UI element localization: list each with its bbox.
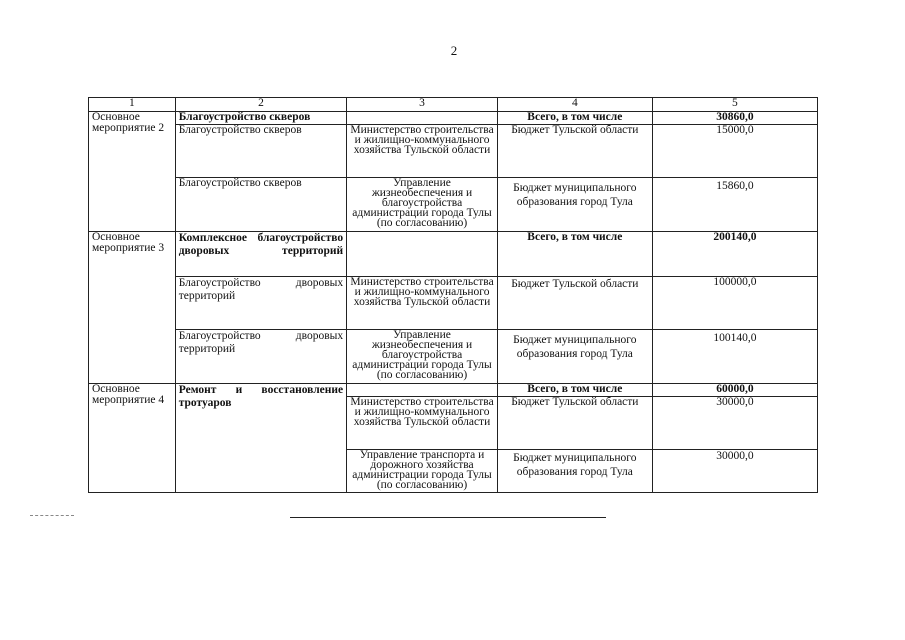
footer-separator-line — [290, 517, 606, 518]
executor: Министерство строительства и жилищно-коммунального хозяйства Тульской области — [347, 277, 498, 330]
header-row — [89, 98, 818, 112]
amount: 100140,0 — [652, 330, 817, 384]
header-cell-1: 1 — [89, 98, 176, 112]
table-row — [89, 277, 818, 330]
executor: Управление жизнеобеспечения и благоустройства администрации города Тулы (по согласованию) — [347, 178, 498, 232]
header-cell-3: 3 — [347, 98, 498, 112]
executor-cell-empty — [347, 112, 498, 125]
header-cell-5: 5 — [652, 98, 817, 112]
funding-source: Бюджет муниципального образования город Тула — [497, 178, 652, 232]
total-label: Всего, в том числе — [497, 112, 652, 125]
funding-source: Бюджет Тульской области — [497, 277, 652, 330]
event-label: Основное мероприятие 2 — [89, 112, 176, 232]
funding-source: Бюджет Тульской области — [497, 397, 652, 450]
table-row — [89, 125, 818, 178]
table-row — [89, 178, 818, 232]
executor-cell-empty — [347, 232, 498, 277]
amount: 100000,0 — [652, 277, 817, 330]
measure-name: Благоустройство дворовых территорий — [175, 277, 346, 330]
event-title: Ремонт и восстановление тротуаров — [175, 384, 346, 493]
amount: 30000,0 — [652, 397, 817, 450]
executor-cell-empty — [347, 384, 498, 397]
total-value: 60000,0 — [652, 384, 817, 397]
executor: Министерство строительства и жилищно-коммунального хозяйства Тульской области — [347, 125, 498, 178]
amount: 30000,0 — [652, 450, 817, 493]
executor: Управление жизнеобеспечения и благоустройства администрации города Тулы (по согласованию) — [347, 330, 498, 384]
event-label: Основное мероприятие 4 — [89, 384, 176, 493]
measure-name: Благоустройство дворовых территорий — [175, 330, 346, 384]
executor: Министерство строительства и жилищно-коммунального хозяйства Тульской области — [347, 397, 498, 450]
measure-name: Благоустройство скверов — [175, 178, 346, 232]
page-number: 2 — [450, 43, 458, 58]
total-label: Всего, в том числе — [497, 232, 652, 277]
left-margin-dash — [30, 515, 74, 516]
event-title: Комплексное благоустройство дворовых территорий — [175, 232, 346, 277]
measure-name: Благоустройство скверов — [175, 125, 346, 178]
event-title: Благоустройство скверов — [175, 112, 346, 125]
funding-source: Бюджет Тульской области — [497, 125, 652, 178]
funding-source: Бюджет муниципального образования город Тула — [497, 330, 652, 384]
executor: Управление транспорта и дорожного хозяйства администрации города Тулы (по согласованию) — [347, 450, 498, 493]
group-total-row — [89, 232, 818, 277]
budget-table — [88, 97, 818, 493]
table-row — [89, 330, 818, 384]
header-cell-4: 4 — [497, 98, 652, 112]
total-value: 30860,0 — [652, 112, 817, 125]
amount: 15000,0 — [652, 125, 817, 178]
header-cell-2: 2 — [175, 98, 346, 112]
total-value: 200140,0 — [652, 232, 817, 277]
group-total-row — [89, 112, 818, 125]
total-label: Всего, в том числе — [497, 384, 652, 397]
group-total-row — [89, 384, 818, 397]
event-label: Основное мероприятие 3 — [89, 232, 176, 384]
funding-source: Бюджет муниципального образования город Тула — [497, 450, 652, 493]
amount: 15860,0 — [652, 178, 817, 232]
